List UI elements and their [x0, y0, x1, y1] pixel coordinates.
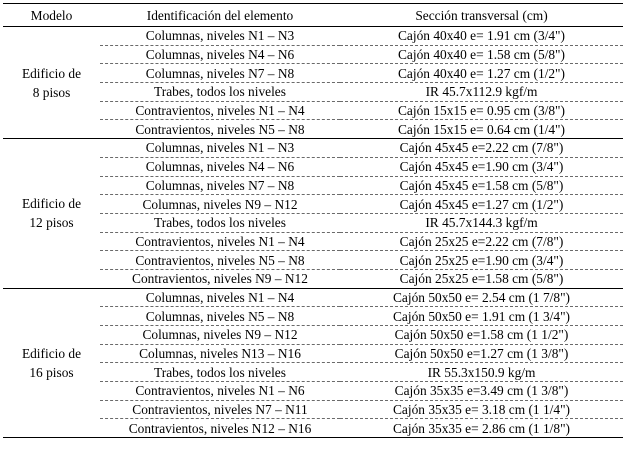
section-cell: Cajón 45x45 e=2.22 cm (7/8")	[340, 139, 623, 158]
element-cell: Columnas, niveles N9 – N12	[100, 195, 340, 214]
building-group	[3, 27, 623, 139]
element-cell: Contravientos, niveles N12 – N16	[100, 419, 340, 438]
element-cell: Contravientos, niveles N5 – N8	[100, 251, 340, 270]
element-cell: Contravientos, niveles N1 – N4	[100, 232, 340, 251]
header-model: Modelo	[3, 4, 100, 27]
element-cell: Contravientos, niveles N1 – N6	[100, 382, 340, 401]
table-row	[3, 27, 623, 46]
section-cell: IR 45.7x144.3 kgf/m	[340, 213, 623, 232]
cross-sections-table	[3, 3, 623, 438]
section-cell: IR 55.3x150.9 kg/m	[340, 363, 623, 382]
section-cell: Cajón 35x35 e= 2.86 cm (1 1/8")	[340, 419, 623, 438]
header-element: Identificación del elemento	[100, 4, 340, 27]
model-label-line2: 8 pisos	[32, 84, 71, 100]
section-cell: Cajón 25x25 e=2.22 cm (7/8")	[340, 232, 623, 251]
model-cell	[3, 27, 100, 139]
section-cell: Cajón 50x50 e=1.27 cm (1 3/8")	[340, 344, 623, 363]
model-label-line2: 12 pisos	[29, 215, 74, 231]
table-header	[3, 4, 623, 27]
element-cell: Trabes, todos los niveles	[100, 83, 340, 102]
model-label-line2: 16 pisos	[29, 364, 74, 380]
model-label-line1: Edificio de	[21, 345, 82, 361]
section-cell: Cajón 50x50 e= 2.54 cm (1 7/8")	[340, 288, 623, 307]
element-cell: Contravientos, niveles N7 – N11	[100, 400, 340, 419]
section-cell: IR 45.7x112.9 kgf/m	[340, 83, 623, 102]
table-row	[3, 139, 623, 158]
element-cell: Contravientos, niveles N1 – N4	[100, 101, 340, 120]
model-cell	[3, 288, 100, 438]
element-cell: Trabes, todos los niveles	[100, 213, 340, 232]
element-cell: Columnas, niveles N9 – N12	[100, 326, 340, 345]
element-cell: Columnas, niveles N7 – N8	[100, 64, 340, 83]
building-group	[3, 139, 623, 289]
element-cell: Contravientos, niveles N9 – N12	[100, 269, 340, 288]
element-cell: Columnas, niveles N1 – N4	[100, 288, 340, 307]
table-row	[3, 288, 623, 307]
element-cell: Columnas, niveles N4 – N6	[100, 45, 340, 64]
section-cell: Cajón 25x25 e=1.90 cm (3/4")	[340, 251, 623, 270]
element-cell: Columnas, niveles N1 – N3	[100, 139, 340, 158]
section-cell: Cajón 45x45 e=1.90 cm (3/4")	[340, 157, 623, 176]
section-cell: Cajón 40x40 e= 1.91 cm (3/4")	[340, 27, 623, 46]
model-label-line1: Edificio de	[21, 65, 82, 81]
section-cell: Cajón 35x35 e=3.49 cm (1 3/8")	[340, 382, 623, 401]
building-group	[3, 288, 623, 438]
section-cell: Cajón 40x40 e= 1.58 cm (5/8")	[340, 45, 623, 64]
element-cell: Trabes, todos los niveles	[100, 363, 340, 382]
section-cell: Cajón 25x25 e=1.58 cm (5/8")	[340, 269, 623, 288]
section-cell: Cajón 50x50 e=1.58 cm (1 1/2")	[340, 326, 623, 345]
element-cell: Columnas, niveles N7 – N8	[100, 176, 340, 195]
header-row	[3, 4, 623, 27]
section-cell: Cajón 45x45 e=1.27 cm (1/2")	[340, 195, 623, 214]
section-cell: Cajón 50x50 e= 1.91 cm (1 3/4")	[340, 307, 623, 326]
model-cell	[3, 139, 100, 289]
element-cell: Columnas, niveles N1 – N3	[100, 27, 340, 46]
element-cell: Columnas, niveles N4 – N6	[100, 157, 340, 176]
section-cell: Cajón 15x15 e= 0.64 cm (1/4")	[340, 120, 623, 139]
section-cell: Cajón 35x35 e= 3.18 cm (1 1/4")	[340, 400, 623, 419]
element-cell: Columnas, niveles N5 – N8	[100, 307, 340, 326]
model-label-line1: Edificio de	[21, 196, 82, 212]
section-cell: Cajón 15x15 e= 0.95 cm (3/8")	[340, 101, 623, 120]
header-section: Sección transversal (cm)	[340, 4, 623, 27]
element-cell: Columnas, niveles N13 – N16	[100, 344, 340, 363]
element-cell: Contravientos, niveles N5 – N8	[100, 120, 340, 139]
section-cell: Cajón 40x40 e= 1.27 cm (1/2")	[340, 64, 623, 83]
section-cell: Cajón 45x45 e=1.58 cm (5/8")	[340, 176, 623, 195]
